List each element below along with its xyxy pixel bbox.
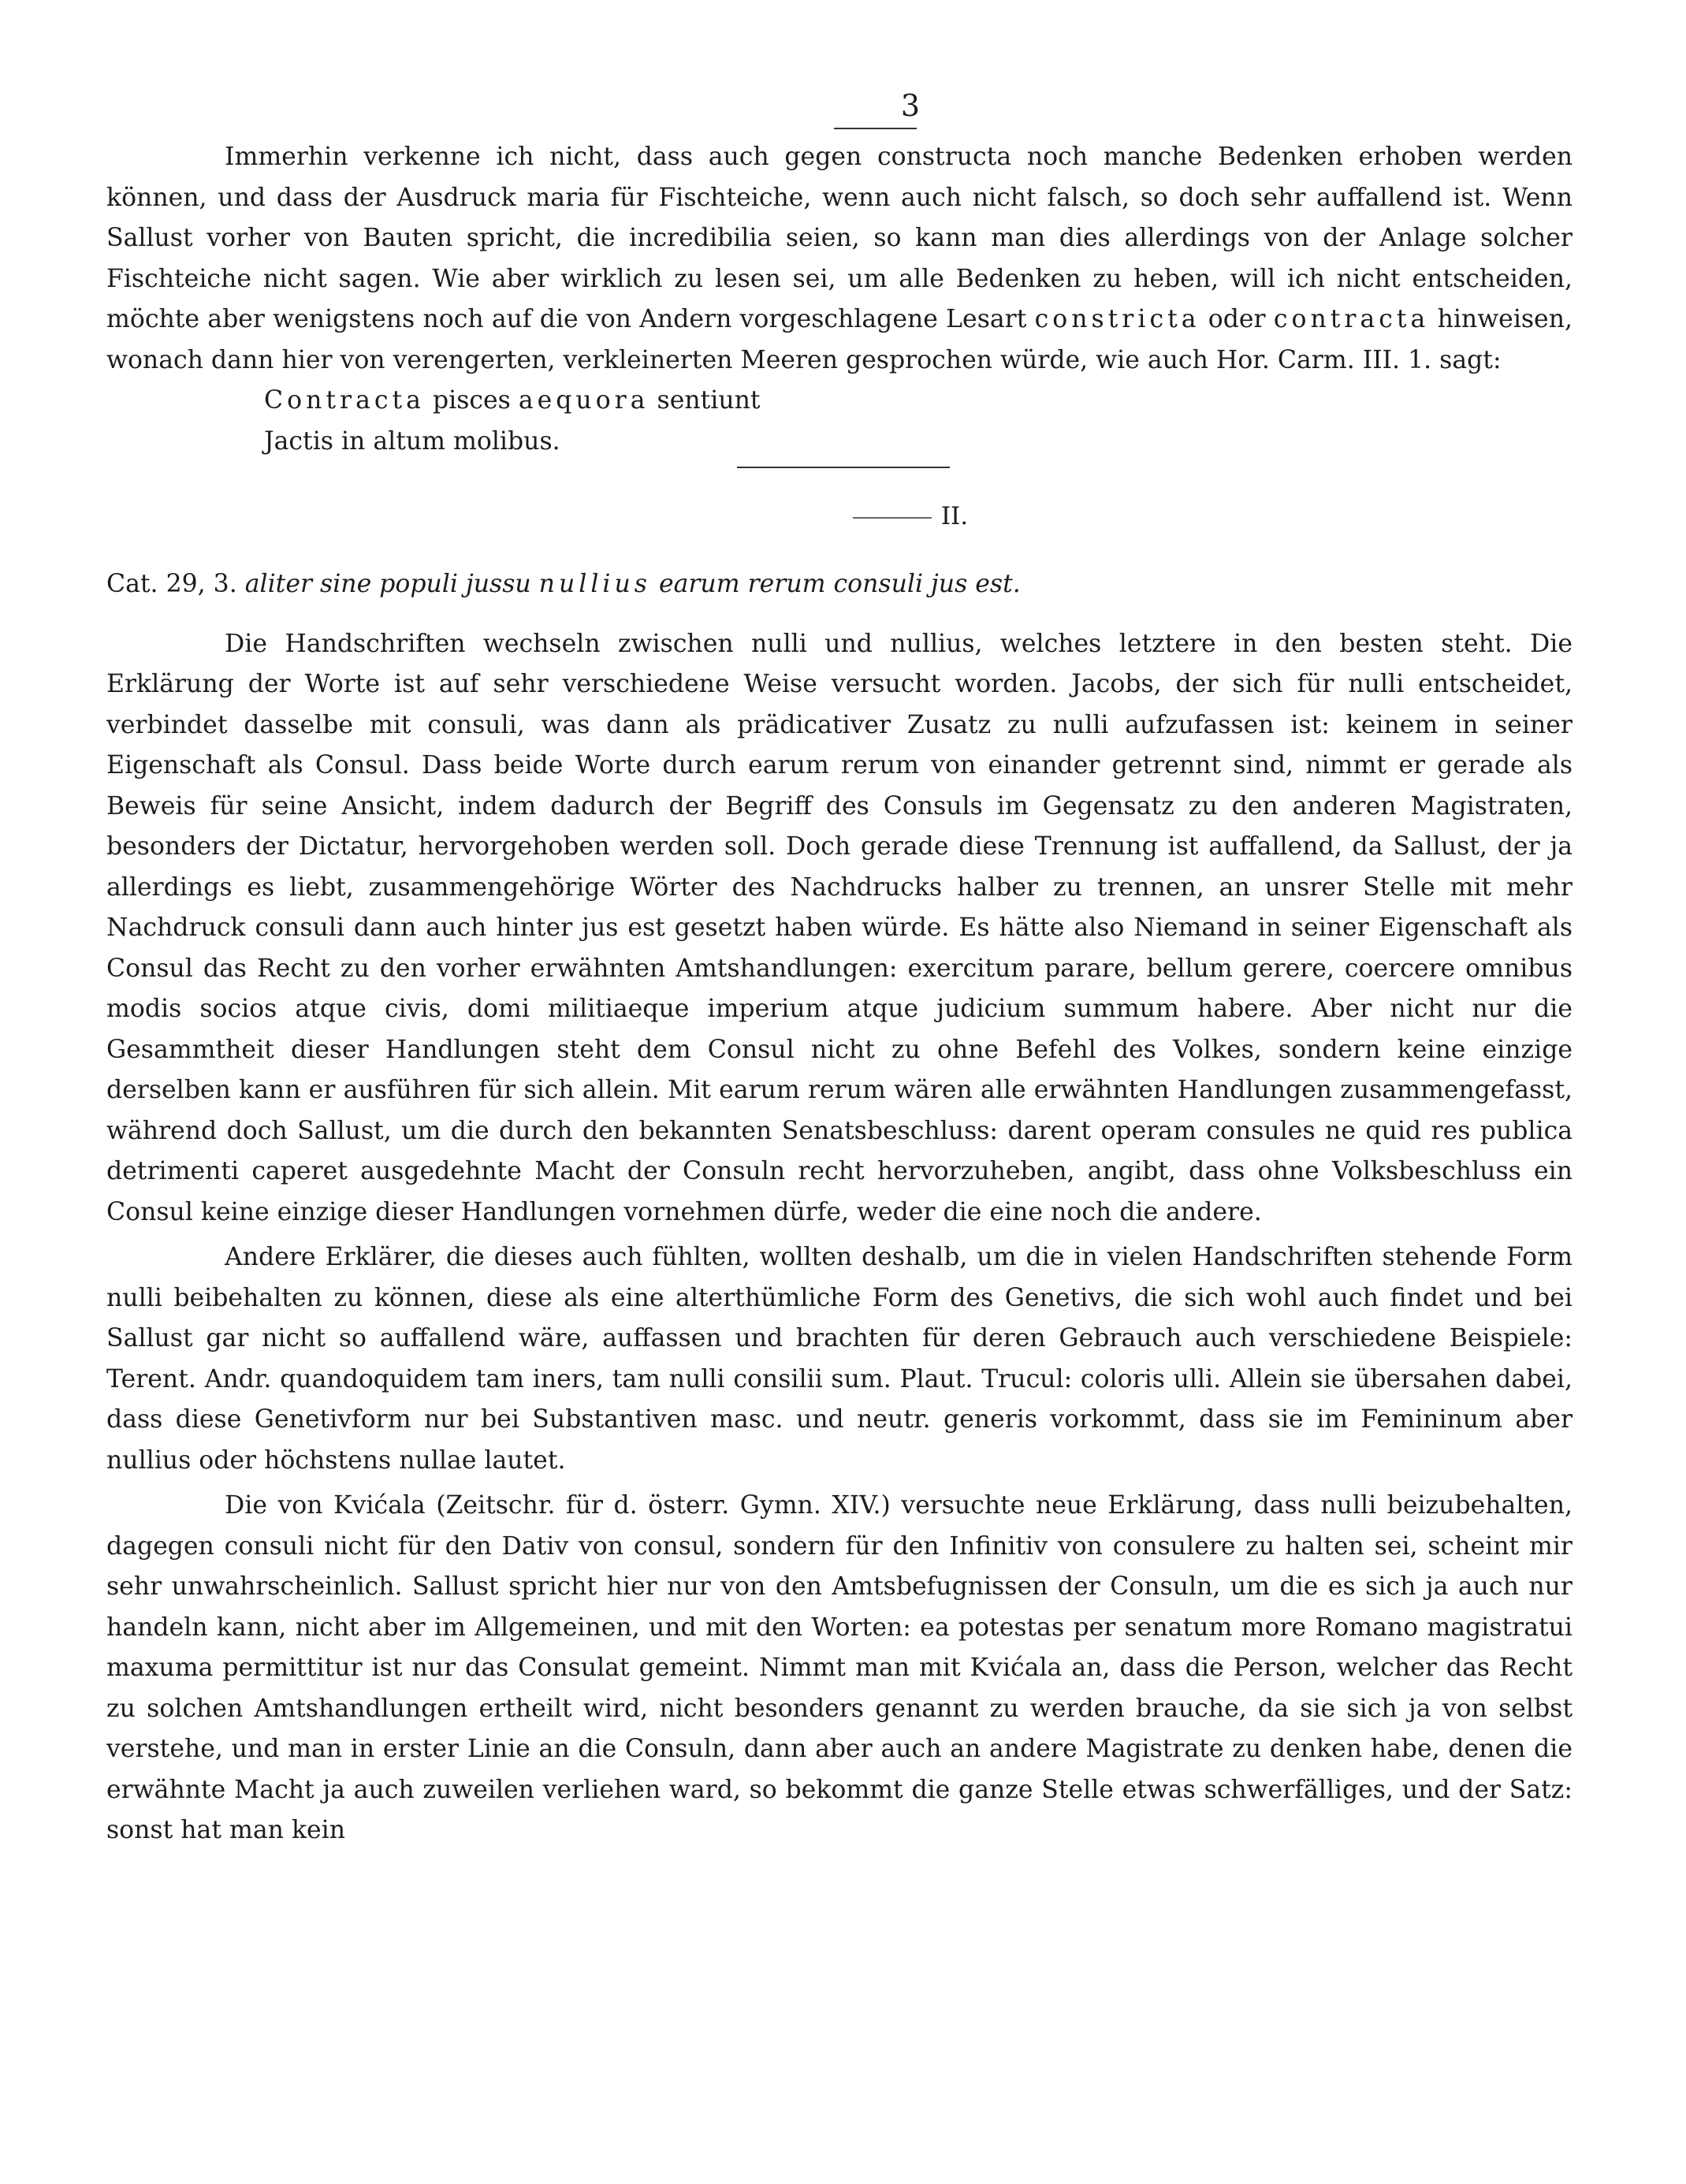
citation-spaced-word: nullius <box>538 570 651 598</box>
body-paragraph-1: Die Handschriften wechseln zwischen nulli und nullius, welches letztere in den besten steht. Die Erklärung der Worte ist auf sehr verschiedene Weise versucht worden. Jacobs, der sich für nulli entscheidet, verbindet dasselbe mit consuli, was dann als prädicativer Zusatz zu nulli aufzufassen ist: keinem in seiner Eigenschaft als Consul. Dass beide Worte durch earum rerum von einander getrennt sind, nimmt er gerade als Beweis für seine Ansicht, indem dadurch der Begriff des Consuls im Gegensatz zu den anderen Magistraten, besonders der Dictatur, hervorgehoben werden soll. Doch gerade diese Trennung ist auffallend, da Sallust, der ja allerdings es liebt, zusammengehörige Wörter des Nachdrucks halber zu trennen, an unsrer Stelle mit mehr Nachdruck consuli dann auch hinter jus est gesetzt haben würde. Es hätte also Niemand in seiner Eigenschaft als Consul das Recht zu den vorher erwähnten Amtshandlungen: exercitum parare, bellum gerere, coercere omnibus modis socios atque civis, domi militiaeque imperium atque judicium summum habere. Aber nicht nur die Gesammtheit dieser Handlungen steht dem Consul nicht zu ohne Befehl des Volkes, sondern keine einzige derselben kann er ausführen für sich allein. Mit earum rerum wären alle erwähnten Handlungen zusammengefasst, während doch Sallust, um die durch den bekannten Senatsbeschluss: darent operam consules ne quid res publica detrimenti caperet ausgedehnte Macht der Consuln recht hervorzuheben, angibt, dass ohne Volksbeschluss ein Consul keine einzige dieser Handlungen vornehmen dürfe, weder die eine noch die andere. <box>106 629 1572 1226</box>
intro-text-part1: Immerhin verkenne ich nicht, dass auch gegen constructa noch manche Bedenken erhoben werden können, und dass der Ausdruck maria für Fischteiche, wenn auch nicht falsch, so doch sehr auffallend ist. Wenn Sallust vorher von Bauten spricht, die incredibilia seien, so kann man dies allerdings von der Anlage solcher Fischteiche nicht sagen. Wie aber wirklich zu lesen sei, um alle Bedenken zu heben, will ich nicht entscheiden, möchte aber wenigstens noch auf die von Andern vorgeschlagene Lesart <box>106 143 1572 333</box>
verse-word-sentiunt: sentiunt <box>657 386 761 415</box>
verse-line-1 <box>264 381 1572 422</box>
page-number: 3 <box>900 88 921 123</box>
intro-paragraph <box>106 137 1572 381</box>
section-heading <box>177 497 1643 536</box>
citation-text-a: aliter sine populi jussu <box>244 570 531 598</box>
intro-connector: oder <box>1208 305 1266 333</box>
spaced-word-constricta: constricta <box>1034 305 1200 333</box>
citation-text-b: earum rerum consuli jus est. <box>658 570 1021 598</box>
body-paragraph-2: Andere Erklärer, die dieses auch fühlten, wollten deshalb, um die in vielen Handschriften stehende Form nulli beibehalten zu können, diese als eine alterthümliche Form des Genetivs, die sich wohl auch findet und bei Sallust gar nicht so auffallend wäre, auffassen und brachten für deren Gebrauch auch verschiedene Beispiele: Terent. Andr. quandoquidem tam iners, tam nulli consilii sum. Plaut. Trucul: coloris ulli. Allein sie übersahen dabei, dass diese Genetivform nur bei Substantiven masc. und neutr. generis vorkommt, dass sie im Femininum aber nullius oder höchstens nullae lautet. <box>106 1243 1572 1475</box>
verse-quote <box>264 381 1572 462</box>
verse-word-aequora: aequora <box>518 386 649 415</box>
verse-word-pisces: pisces <box>432 386 511 415</box>
document-page <box>106 87 1572 1851</box>
section-divider-rule <box>737 467 950 468</box>
citation-ref: Cat. 29, 3. <box>106 570 237 598</box>
section-numeral: II. <box>940 502 969 530</box>
page-number-rule <box>834 128 917 129</box>
section-heading-rule <box>853 517 932 519</box>
verse-word-contracta: Contracta <box>264 386 425 415</box>
body-paragraph-3: Die von Kvićala (Zeitschr. für d. österr. Gymn. XIV.) versuchte neue Erklärung, dass nulli beizubehalten, dagegen consuli nicht für den Dativ von consul, sondern für den Infinitiv von consulere zu halten sei, scheint mir sehr unwahrscheinlich. Sallust spricht hier nur von den Amtsbefugnissen der Consuln, um die es sich ja auch nur handeln kann, nicht aber im Allgemeinen, und mit den Worten: ea potestas per senatum more Romano magistratui maxuma permittitur ist nur das Consulat gemeint. Nimmt man mit Kvićala an, dass die Person, welcher das Recht zu solchen Amtshandlungen ertheilt wird, nicht besonders genannt zu werden brauche, da sie sich ja von selbst verstehe, und man in erster Linie an die Consuln, dann aber auch an andere Magistrate zu denken habe, denen die erwähnte Macht ja auch zuweilen verliehen ward, so bekommt die ganze Stelle etwas schwerfälliges, und der Satz: sonst hat man kein <box>106 1491 1572 1844</box>
intro-text-part2: hinweisen, wonach dann hier von verengerten, verkleinerten Meeren gesprochen würde, wie auch Hor. Carm. III. 1. sagt: <box>106 305 1572 374</box>
citation-line <box>106 564 1572 605</box>
spaced-word-contracta: contracta <box>1273 305 1430 333</box>
verse-line-2: Jactis in altum molibus. <box>264 426 560 456</box>
